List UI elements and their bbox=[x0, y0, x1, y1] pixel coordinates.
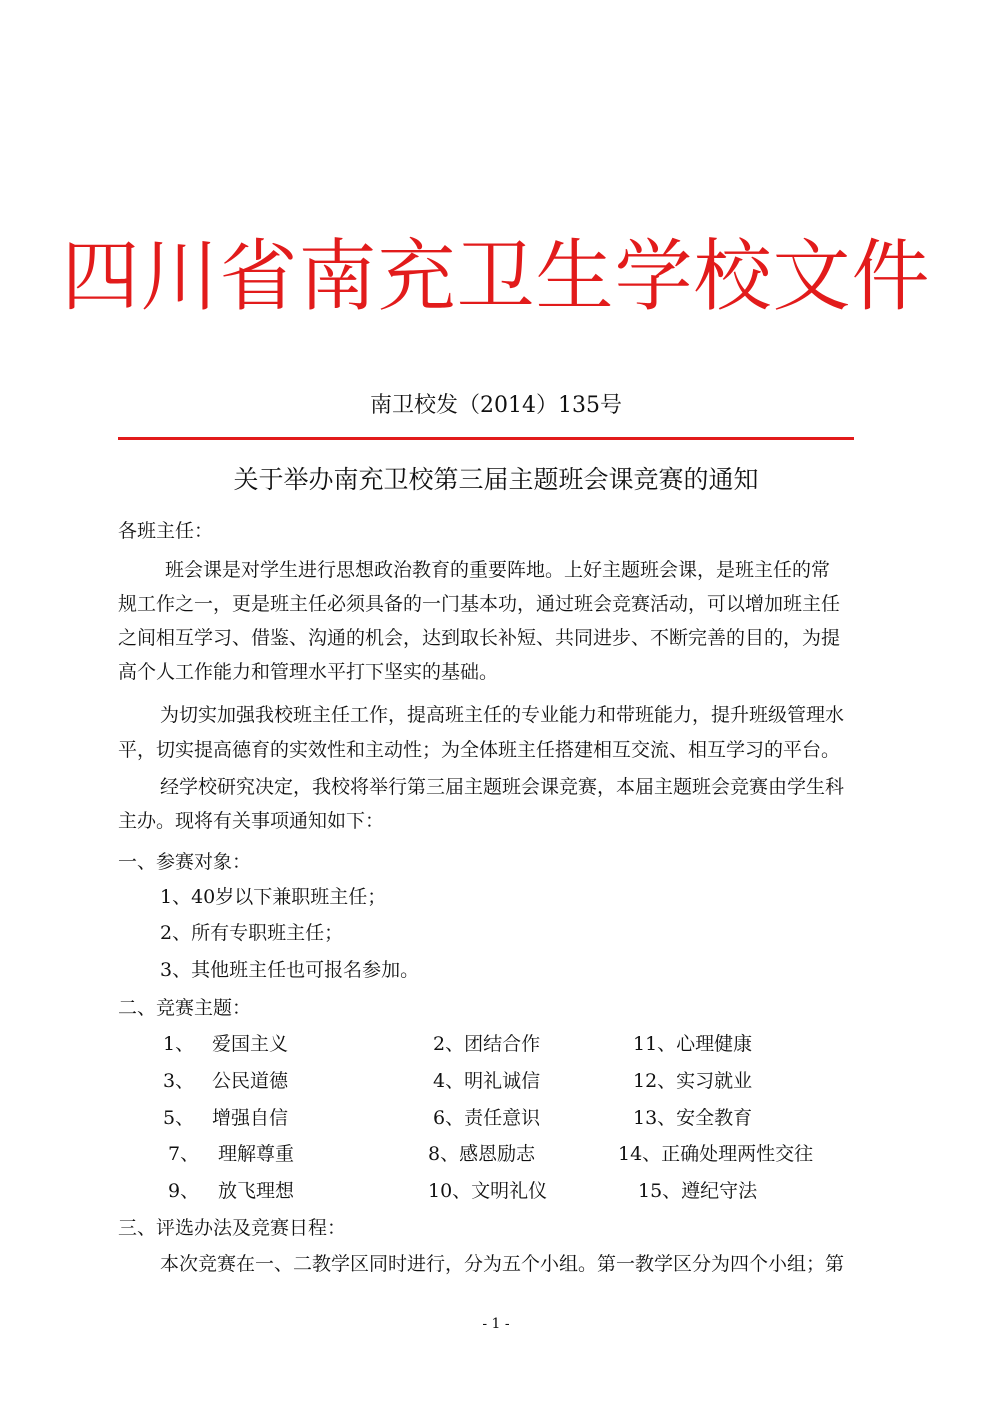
theme-item: 11、心理健康 bbox=[633, 1033, 753, 1055]
section-3-heading: 三、评选办法及竞赛日程： bbox=[118, 1217, 347, 1239]
theme-item: 14、正确处理两性交往 bbox=[618, 1143, 814, 1165]
participant-item-1: 1、40岁以下兼职班主任； bbox=[160, 886, 387, 908]
theme-number: 3、 bbox=[163, 1070, 195, 1092]
paragraph-1-line-1: 班会课是对学生进行思想政治教育的重要阵地。上好主题班会课，是班主任的常 bbox=[165, 559, 831, 581]
paragraph-2-line-2: 平，切实提高德育的实效性和主动性；为全体班主任搭建相互交流、相互学习的平台。 bbox=[118, 739, 841, 761]
theme-number: 5、 bbox=[163, 1107, 195, 1129]
section-2-heading: 二、竞赛主题： bbox=[118, 997, 252, 1019]
notice-title: 关于举办南充卫校第三届主题班会课竞赛的通知 bbox=[233, 465, 759, 494]
paragraph-1-line-3: 之间相互学习、借鉴、沟通的机会，达到取长补短、共同进步、不断完善的目的，为提 bbox=[118, 627, 841, 649]
theme-name: 放飞理想 bbox=[218, 1180, 295, 1202]
theme-name: 爱国主义 bbox=[212, 1033, 289, 1055]
salutation: 各班主任： bbox=[118, 520, 214, 542]
theme-name: 理解尊重 bbox=[218, 1143, 295, 1165]
participant-item-2: 2、所有专职班主任； bbox=[160, 922, 344, 944]
paragraph-1-line-4: 高个人工作能力和管理水平打下坚实的基础。 bbox=[118, 661, 499, 683]
theme-number: 1、 bbox=[163, 1033, 195, 1055]
red-divider-line bbox=[118, 437, 854, 440]
paragraph-3-line-2: 主办。现将有关事项通知如下： bbox=[118, 810, 385, 832]
page-number: - 1 - bbox=[482, 1316, 510, 1332]
theme-item: 12、实习就业 bbox=[633, 1070, 753, 1092]
paragraph-2-line-1: 为切实加强我校班主任工作，提高班主任的专业能力和带班能力，提升班级管理水 bbox=[160, 704, 845, 726]
theme-number: 9、 bbox=[168, 1180, 200, 1202]
theme-name: 增强自信 bbox=[212, 1107, 289, 1129]
theme-item: 8、感恩励志 bbox=[428, 1143, 536, 1165]
paragraph-3-line-1: 经学校研究决定，我校将举行第三届主题班会课竞赛，本届主题班会竞赛由学生科 bbox=[160, 776, 845, 798]
theme-item: 10、文明礼仪 bbox=[428, 1180, 548, 1202]
section-1-heading: 一、参赛对象： bbox=[118, 851, 252, 873]
section-3-first-line: 本次竞赛在一、二教学区同时进行，分为五个小组。第一教学区分为四个小组；第 bbox=[160, 1253, 845, 1275]
theme-name: 公民道德 bbox=[212, 1070, 289, 1092]
theme-item: 2、团结合作 bbox=[433, 1033, 541, 1055]
theme-number: 7、 bbox=[168, 1143, 200, 1165]
theme-item: 4、明礼诚信 bbox=[433, 1070, 541, 1092]
document-number: 南卫校发（2014）135号 bbox=[370, 393, 622, 418]
document-header-title: 四川省南充卫生学校文件 bbox=[61, 232, 931, 322]
theme-item: 15、遵纪守法 bbox=[638, 1180, 758, 1202]
theme-item: 6、责任意识 bbox=[433, 1107, 541, 1129]
theme-item: 13、安全教育 bbox=[633, 1107, 753, 1129]
participant-item-3: 3、其他班主任也可报名参加。 bbox=[160, 959, 420, 981]
paragraph-1-line-2: 规工作之一，更是班主任必须具备的一门基本功，通过班会竞赛活动，可以增加班主任 bbox=[118, 593, 841, 615]
